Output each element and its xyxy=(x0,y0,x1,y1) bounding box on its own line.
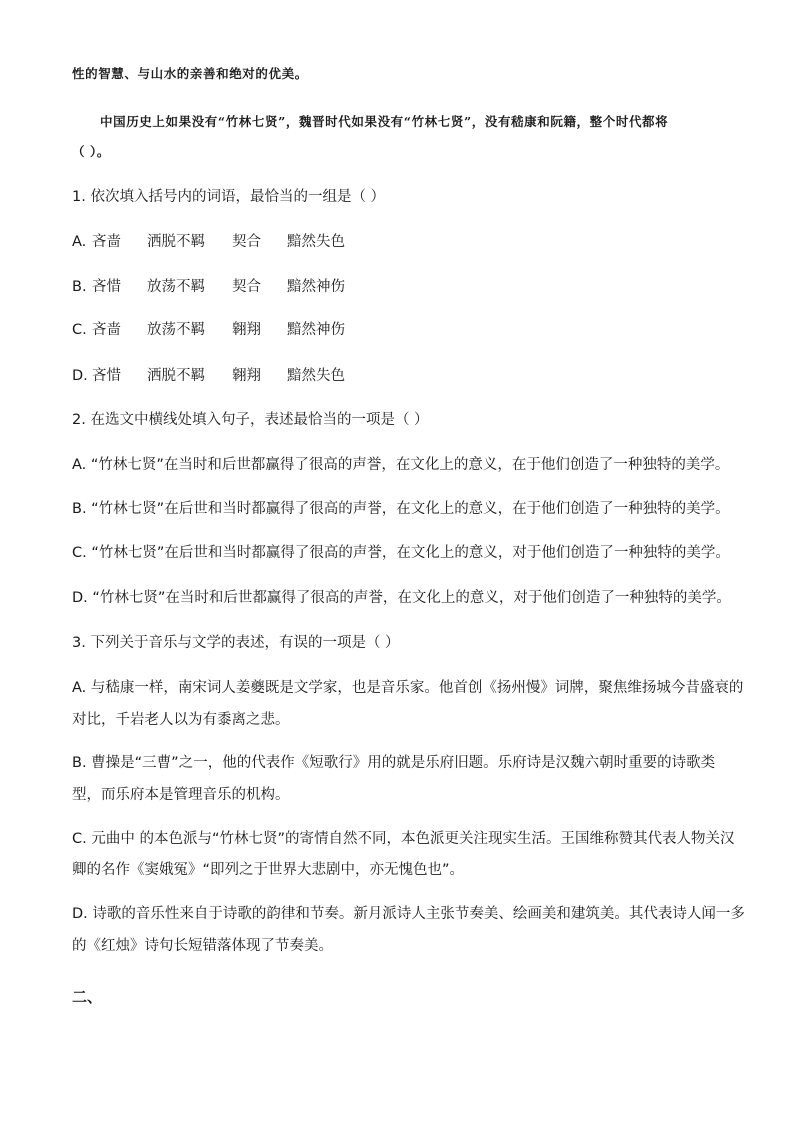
option-word-4: 黯然神伤 xyxy=(287,322,345,338)
option-word-3: 翱翔 xyxy=(232,322,261,338)
option-word-2: 放荡不羁 xyxy=(147,279,205,295)
option-letter: C. xyxy=(72,322,87,338)
option-word-3: 契合 xyxy=(232,234,261,250)
q3-option-b-line-1[interactable]: B. 曹操是“三曹”之一，他的代表作《短歌行》用的就是乐府旧题。乐府诗是汉魏六朝时重要的诗歌类 xyxy=(72,755,716,771)
q2-option-b[interactable]: B. “竹林七贤”在后世和当时都赢得了很高的声誉，在文化上的意义，在于他们创造了一种独特的美学。 xyxy=(72,501,730,517)
option-word-1: 吝啬 xyxy=(92,322,121,338)
option-word-2: 放荡不羁 xyxy=(147,322,205,338)
option-letter: B. xyxy=(72,279,87,295)
option-letter: D. xyxy=(72,368,88,384)
question-1-stem: 1. 依次填入括号内的词语，最恰当的一组是（ ） xyxy=(72,189,386,205)
q2-option-d[interactable]: D. “竹林七贤”在当时和后世都赢得了很高的声誉，在文化上的意义，对于他们创造了一种独特的美学。 xyxy=(72,590,731,606)
option-letter: A. xyxy=(72,234,87,250)
option-word-2: 洒脱不羁 xyxy=(147,234,205,250)
q2-option-a[interactable]: A. “竹林七贤”在当时和后世都赢得了很高的声誉，在文化上的意义，在于他们创造了一种独特的美学。 xyxy=(72,457,730,473)
option-word-2: 洒脱不羁 xyxy=(147,368,205,384)
option-word-4: 黯然失色 xyxy=(287,368,345,384)
q3-option-d-line-2[interactable]: 的《红烛》诗句长短错落体现了节奏美。 xyxy=(72,938,333,954)
q3-option-b-line-2[interactable]: 型，而乐府本是管理音乐的机构。 xyxy=(72,787,290,803)
q1-option-b[interactable] xyxy=(72,277,345,297)
q3-option-a-line-1[interactable]: A. 与嵇康一样，南宋词人姜夔既是文学家，也是音乐家。他首创《扬州慢》词牌，聚焦维扬城今昔盛衰的 xyxy=(72,680,744,696)
q3-option-a-line-2[interactable]: 对比，千岩老人以为有黍离之悲。 xyxy=(72,712,290,728)
section-heading: 二、 xyxy=(72,988,103,1006)
q2-option-c[interactable]: C. “竹林七贤”在后世和当时都赢得了很高的声誉，在文化上的意义，对于他们创造了一种独特的美学。 xyxy=(72,545,730,561)
q3-option-c-line-1[interactable]: C. 元曲中 的本色派与“竹林七贤”的寄情自然不同，本色派更关注现实生活。王国维称赞其代表人物关汉 xyxy=(72,831,735,847)
option-word-4: 黯然失色 xyxy=(287,234,345,250)
option-word-3: 翱翔 xyxy=(232,368,261,384)
option-word-1: 吝惜 xyxy=(92,368,121,384)
q1-option-d[interactable] xyxy=(72,366,345,386)
q1-option-c[interactable] xyxy=(72,320,345,340)
question-3-stem: 3. 下列关于音乐与文学的表述，有误的一项是（ ） xyxy=(72,635,400,651)
option-word-4: 黯然神伤 xyxy=(287,279,345,295)
q1-option-a[interactable] xyxy=(72,232,345,252)
q3-option-d-line-1[interactable]: D. 诗歌的音乐性来自于诗歌的韵律和节奏。新月派诗人主张节奏美、绘画美和建筑美。其代表诗人闻一多 xyxy=(72,906,745,922)
option-word-3: 契合 xyxy=(232,279,261,295)
question-2-stem: 2. 在选文中横线处填入句子，表述最恰当的一项是（ ） xyxy=(72,412,429,428)
passage-line-1: 性的智慧、与山水的亲善和绝对的优美。 xyxy=(72,66,308,81)
passage-line-3: （ ）。 xyxy=(72,144,111,159)
option-word-1: 吝啬 xyxy=(92,234,121,250)
q3-option-c-line-2[interactable]: 卿的名作《窦娥冤》“即列之于世界大悲剧中，亦无愧色也”。 xyxy=(72,862,465,878)
passage-line-2: 中国历史上如果没有“竹林七贤”，魏晋时代如果没有“竹林七贤”，没有嵇康和阮籍，整个时代都将 xyxy=(100,114,669,129)
option-word-1: 吝惜 xyxy=(92,279,121,295)
